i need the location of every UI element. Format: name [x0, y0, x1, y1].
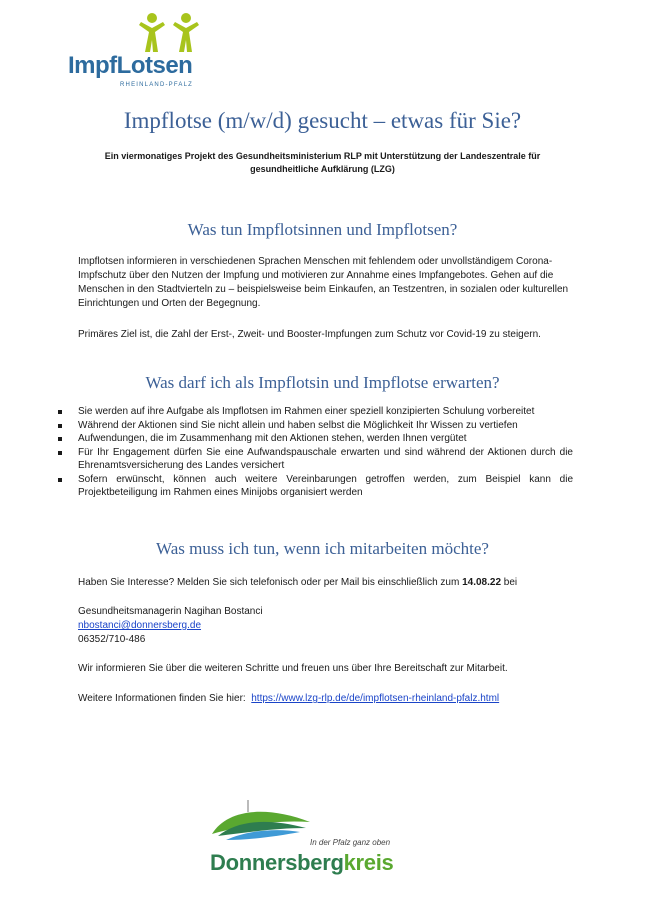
bullet-icon [58, 424, 62, 428]
section1-heading: Was tun Impflotsinnen und Impflotsen? [187, 220, 458, 239]
page-title: Impflotse (m/w/d) gesucht – etwas für Sie? [123, 108, 522, 133]
more-info-line: Weitere Informationen finden Sie hier: https://www.lzg-rlp.de/de/impflotsen-rheinland-pfalz.html [78, 693, 500, 704]
donnersbergkreis-logo [208, 800, 418, 880]
bullet-icon [58, 478, 62, 482]
hill-icon [208, 800, 318, 848]
list-item: Aufwendungen, die im Zusammenhang mit den Aktionen stehen, werden Ihnen vergütet [58, 432, 573, 446]
contact-phone: 06352/710-486 [78, 634, 146, 645]
closing-text: Wir informieren Sie über die weiteren Schritte und freuen uns über Ihre Bereitschaft zur Mitarbeit. [78, 663, 508, 674]
contact-email-line [78, 619, 201, 633]
interest-text: Haben Sie Interesse? Melden Sie sich telefonisch oder per Mail bis einschließlich zum 14.08.22 bei [78, 577, 518, 588]
logo-wordmark: ImpfLotsen [68, 52, 193, 79]
expectations-list [58, 405, 573, 500]
bullet-icon [58, 410, 62, 414]
impflotsen-logo [68, 12, 228, 92]
section1-paragraph2: Primäres Ziel ist, die Zahl der Erst-, Zweit- und Booster-Impfungen zum Schutz vor Covid-19 zu steigern. [78, 329, 541, 340]
contact-name: Gesundheitsmanagerin Nagihan Bostanci [78, 606, 263, 617]
logo-subline: RHEINLAND-PFALZ [120, 82, 194, 88]
section2-heading: Was darf ich als Impflotsin und Impflotse erwarten? [145, 373, 500, 392]
list-item: Sie werden auf ihre Aufgabe als Impflotsen im Rahmen einer speziell konzipierten Schulung vorbereitet [58, 405, 573, 419]
more-info-link[interactable]: https://www.lzg-rlp.de/de/impflotsen-rheinland-pfalz.html [251, 693, 500, 704]
logo-slogan: In der Pfalz ganz oben [310, 838, 391, 847]
people-icon [138, 12, 208, 54]
bullet-icon [58, 437, 62, 441]
section1-paragraph1: Impflotsen informieren in verschiedenen Sprachen Menschen mit fehlendem oder unvollständigem Corona-Impfschutz über den Nutzen der Impfung und motivieren zur Annahme eines Impfangebotes. Gehen auf die Menschen in den Stadtvierteln zu – beispielsweise beim Einkaufen, an Testzentren, in sozialen oder kulturellen Einrichtungen und Orten der Begegnung. [78, 256, 569, 309]
section3-heading: Was muss ich tun, wenn ich mitarbeiten möchte? [156, 539, 489, 558]
list-item: Sofern erwünscht, können auch weitere Vereinbarungen getroffen werden, zum Beispiel kann die Projektbeteiligung im Rahmen eines Minijobs organisiert werden [58, 473, 573, 500]
deadline-date: 14.08.22 [462, 577, 502, 588]
bullet-icon [58, 451, 62, 455]
list-item: Für Ihr Engagement dürfen Sie eine Aufwandspauschale erwarten und sind während der Aktionen durch die Ehrenamtsversicherung des Landes versichert [58, 446, 573, 473]
page-subtitle: Ein viermonatiges Projekt des Gesundheitsministerium RLP mit Unterstützung der Landeszentrale für gesundheitliche Aufklärung (LZG) [104, 151, 541, 174]
list-item: Während der Aktionen sind Sie nicht allein und haben selbst die Möglichkeit Ihr Wissen zu vertiefen [58, 419, 573, 433]
contact-email-link[interactable]: nbostanci@donnersberg.de [78, 620, 202, 631]
logo-wordmark-bottom: Donnersbergkreis [210, 850, 394, 875]
